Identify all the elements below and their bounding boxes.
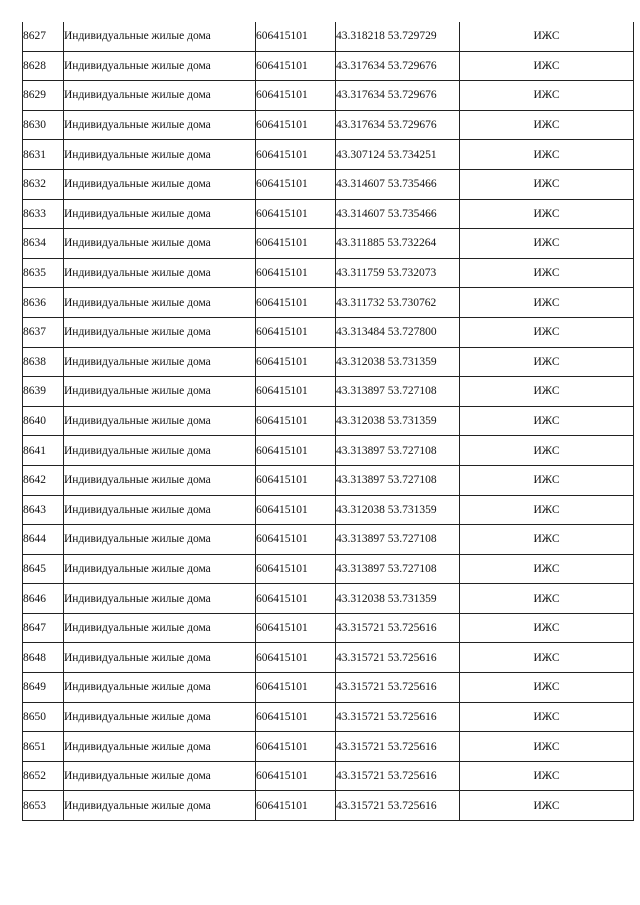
table-row bbox=[23, 465, 634, 495]
object-name-cell: Индивидуальные жилые дома bbox=[64, 465, 256, 495]
coordinates-cell: 43.311759 53.732073 bbox=[336, 258, 460, 288]
table-row bbox=[23, 347, 634, 377]
table-row bbox=[23, 495, 634, 525]
object-type-cell: ИЖС bbox=[460, 317, 634, 347]
oktmo-code-cell: 606415101 bbox=[256, 465, 336, 495]
oktmo-code-cell: 606415101 bbox=[256, 22, 336, 51]
object-name-cell: Индивидуальные жилые дома bbox=[64, 732, 256, 762]
oktmo-code-cell: 606415101 bbox=[256, 643, 336, 673]
object-type-cell: ИЖС bbox=[460, 169, 634, 199]
object-type-cell: ИЖС bbox=[460, 110, 634, 140]
object-type-cell: ИЖС bbox=[460, 584, 634, 614]
coordinates-cell: 43.312038 53.731359 bbox=[336, 495, 460, 525]
oktmo-code-cell: 606415101 bbox=[256, 554, 336, 584]
row-number-cell: 8653 bbox=[23, 791, 64, 821]
row-number-cell: 8642 bbox=[23, 465, 64, 495]
table-row bbox=[23, 406, 634, 436]
table-row bbox=[23, 169, 634, 199]
object-type-cell: ИЖС bbox=[460, 406, 634, 436]
row-number-cell: 8637 bbox=[23, 317, 64, 347]
row-number-cell: 8634 bbox=[23, 229, 64, 259]
object-type-cell: ИЖС bbox=[460, 702, 634, 732]
object-name-cell: Индивидуальные жилые дома bbox=[64, 22, 256, 51]
table-row bbox=[23, 643, 634, 673]
row-number-cell: 8639 bbox=[23, 377, 64, 407]
coordinates-cell: 43.313897 53.727108 bbox=[336, 377, 460, 407]
row-number-cell: 8646 bbox=[23, 584, 64, 614]
row-number-cell: 8641 bbox=[23, 436, 64, 466]
oktmo-code-cell: 606415101 bbox=[256, 584, 336, 614]
row-number-cell: 8627 bbox=[23, 22, 64, 51]
coordinates-cell: 43.312038 53.731359 bbox=[336, 347, 460, 377]
row-number-cell: 8628 bbox=[23, 51, 64, 81]
object-type-cell: ИЖС bbox=[460, 377, 634, 407]
row-number-cell: 8635 bbox=[23, 258, 64, 288]
coordinates-cell: 43.315721 53.725616 bbox=[336, 613, 460, 643]
object-name-cell: Индивидуальные жилые дома bbox=[64, 229, 256, 259]
coordinates-cell: 43.312038 53.731359 bbox=[336, 406, 460, 436]
row-number-cell: 8647 bbox=[23, 613, 64, 643]
table-row bbox=[23, 140, 634, 170]
object-type-cell: ИЖС bbox=[460, 525, 634, 555]
object-type-cell: ИЖС bbox=[460, 613, 634, 643]
coordinates-cell: 43.317634 53.729676 bbox=[336, 110, 460, 140]
oktmo-code-cell: 606415101 bbox=[256, 140, 336, 170]
oktmo-code-cell: 606415101 bbox=[256, 761, 336, 791]
oktmo-code-cell: 606415101 bbox=[256, 673, 336, 703]
table-row bbox=[23, 110, 634, 140]
table-row bbox=[23, 81, 634, 111]
row-number-cell: 8632 bbox=[23, 169, 64, 199]
coordinates-cell: 43.307124 53.734251 bbox=[336, 140, 460, 170]
coordinates-cell: 43.315721 53.725616 bbox=[336, 673, 460, 703]
data-table bbox=[22, 22, 634, 821]
oktmo-code-cell: 606415101 bbox=[256, 377, 336, 407]
table-row bbox=[23, 791, 634, 821]
table-row bbox=[23, 525, 634, 555]
object-name-cell: Индивидуальные жилые дома bbox=[64, 169, 256, 199]
oktmo-code-cell: 606415101 bbox=[256, 495, 336, 525]
object-name-cell: Индивидуальные жилые дома bbox=[64, 258, 256, 288]
object-name-cell: Индивидуальные жилые дома bbox=[64, 702, 256, 732]
object-name-cell: Индивидуальные жилые дома bbox=[64, 791, 256, 821]
object-name-cell: Индивидуальные жилые дома bbox=[64, 110, 256, 140]
coordinates-cell: 43.313897 53.727108 bbox=[336, 525, 460, 555]
table-row bbox=[23, 584, 634, 614]
row-number-cell: 8648 bbox=[23, 643, 64, 673]
coordinates-cell: 43.313897 53.727108 bbox=[336, 465, 460, 495]
table-row bbox=[23, 702, 634, 732]
coordinates-cell: 43.315721 53.725616 bbox=[336, 791, 460, 821]
table-row bbox=[23, 317, 634, 347]
row-number-cell: 8638 bbox=[23, 347, 64, 377]
row-number-cell: 8652 bbox=[23, 761, 64, 791]
row-number-cell: 8629 bbox=[23, 81, 64, 111]
oktmo-code-cell: 606415101 bbox=[256, 525, 336, 555]
object-type-cell: ИЖС bbox=[460, 673, 634, 703]
object-type-cell: ИЖС bbox=[460, 258, 634, 288]
object-name-cell: Индивидуальные жилые дома bbox=[64, 525, 256, 555]
row-number-cell: 8640 bbox=[23, 406, 64, 436]
oktmo-code-cell: 606415101 bbox=[256, 199, 336, 229]
object-name-cell: Индивидуальные жилые дома bbox=[64, 584, 256, 614]
object-type-cell: ИЖС bbox=[460, 495, 634, 525]
table-row bbox=[23, 22, 634, 51]
object-type-cell: ИЖС bbox=[460, 436, 634, 466]
oktmo-code-cell: 606415101 bbox=[256, 288, 336, 318]
object-name-cell: Индивидуальные жилые дома bbox=[64, 673, 256, 703]
oktmo-code-cell: 606415101 bbox=[256, 791, 336, 821]
table-row bbox=[23, 761, 634, 791]
oktmo-code-cell: 606415101 bbox=[256, 406, 336, 436]
coordinates-cell: 43.315721 53.725616 bbox=[336, 702, 460, 732]
object-type-cell: ИЖС bbox=[460, 643, 634, 673]
coordinates-cell: 43.311885 53.732264 bbox=[336, 229, 460, 259]
table-row bbox=[23, 288, 634, 318]
row-number-cell: 8650 bbox=[23, 702, 64, 732]
oktmo-code-cell: 606415101 bbox=[256, 613, 336, 643]
coordinates-cell: 43.312038 53.731359 bbox=[336, 584, 460, 614]
oktmo-code-cell: 606415101 bbox=[256, 258, 336, 288]
object-name-cell: Индивидуальные жилые дома bbox=[64, 51, 256, 81]
object-name-cell: Индивидуальные жилые дома bbox=[64, 406, 256, 436]
object-type-cell: ИЖС bbox=[460, 288, 634, 318]
object-type-cell: ИЖС bbox=[460, 761, 634, 791]
table-row bbox=[23, 732, 634, 762]
row-number-cell: 8643 bbox=[23, 495, 64, 525]
coordinates-cell: 43.313897 53.727108 bbox=[336, 436, 460, 466]
coordinates-cell: 43.313484 53.727800 bbox=[336, 317, 460, 347]
object-type-cell: ИЖС bbox=[460, 554, 634, 584]
coordinates-cell: 43.314607 53.735466 bbox=[336, 169, 460, 199]
coordinates-cell: 43.317634 53.729676 bbox=[336, 51, 460, 81]
object-name-cell: Индивидуальные жилые дома bbox=[64, 140, 256, 170]
object-name-cell: Индивидуальные жилые дома bbox=[64, 81, 256, 111]
object-type-cell: ИЖС bbox=[460, 465, 634, 495]
object-name-cell: Индивидуальные жилые дома bbox=[64, 199, 256, 229]
row-number-cell: 8649 bbox=[23, 673, 64, 703]
coordinates-cell: 43.313897 53.727108 bbox=[336, 554, 460, 584]
table-row bbox=[23, 377, 634, 407]
oktmo-code-cell: 606415101 bbox=[256, 81, 336, 111]
oktmo-code-cell: 606415101 bbox=[256, 229, 336, 259]
object-name-cell: Индивидуальные жилые дома bbox=[64, 495, 256, 525]
coordinates-cell: 43.318218 53.729729 bbox=[336, 22, 460, 51]
object-name-cell: Индивидуальные жилые дома bbox=[64, 643, 256, 673]
object-name-cell: Индивидуальные жилые дома bbox=[64, 288, 256, 318]
table-row bbox=[23, 199, 634, 229]
object-name-cell: Индивидуальные жилые дома bbox=[64, 377, 256, 407]
oktmo-code-cell: 606415101 bbox=[256, 169, 336, 199]
object-type-cell: ИЖС bbox=[460, 140, 634, 170]
object-name-cell: Индивидуальные жилые дома bbox=[64, 613, 256, 643]
object-type-cell: ИЖС bbox=[460, 229, 634, 259]
coordinates-cell: 43.315721 53.725616 bbox=[336, 643, 460, 673]
coordinates-cell: 43.311732 53.730762 bbox=[336, 288, 460, 318]
object-name-cell: Индивидуальные жилые дома bbox=[64, 436, 256, 466]
row-number-cell: 8645 bbox=[23, 554, 64, 584]
row-number-cell: 8631 bbox=[23, 140, 64, 170]
coordinates-cell: 43.317634 53.729676 bbox=[336, 81, 460, 111]
object-name-cell: Индивидуальные жилые дома bbox=[64, 317, 256, 347]
oktmo-code-cell: 606415101 bbox=[256, 317, 336, 347]
oktmo-code-cell: 606415101 bbox=[256, 436, 336, 466]
table-row bbox=[23, 258, 634, 288]
oktmo-code-cell: 606415101 bbox=[256, 732, 336, 762]
object-type-cell: ИЖС bbox=[460, 22, 634, 51]
oktmo-code-cell: 606415101 bbox=[256, 110, 336, 140]
table-row bbox=[23, 554, 634, 584]
object-type-cell: ИЖС bbox=[460, 199, 634, 229]
object-type-cell: ИЖС bbox=[460, 81, 634, 111]
row-number-cell: 8636 bbox=[23, 288, 64, 318]
object-type-cell: ИЖС bbox=[460, 791, 634, 821]
table-row bbox=[23, 436, 634, 466]
oktmo-code-cell: 606415101 bbox=[256, 702, 336, 732]
table-row bbox=[23, 229, 634, 259]
object-type-cell: ИЖС bbox=[460, 732, 634, 762]
row-number-cell: 8633 bbox=[23, 199, 64, 229]
object-name-cell: Индивидуальные жилые дома bbox=[64, 761, 256, 791]
table-row bbox=[23, 673, 634, 703]
row-number-cell: 8644 bbox=[23, 525, 64, 555]
object-type-cell: ИЖС bbox=[460, 347, 634, 377]
object-type-cell: ИЖС bbox=[460, 51, 634, 81]
object-name-cell: Индивидуальные жилые дома bbox=[64, 554, 256, 584]
coordinates-cell: 43.314607 53.735466 bbox=[336, 199, 460, 229]
row-number-cell: 8630 bbox=[23, 110, 64, 140]
coordinates-cell: 43.315721 53.725616 bbox=[336, 732, 460, 762]
table-body bbox=[23, 22, 634, 821]
oktmo-code-cell: 606415101 bbox=[256, 347, 336, 377]
coordinates-cell: 43.315721 53.725616 bbox=[336, 761, 460, 791]
table-row bbox=[23, 51, 634, 81]
row-number-cell: 8651 bbox=[23, 732, 64, 762]
table-row bbox=[23, 613, 634, 643]
object-name-cell: Индивидуальные жилые дома bbox=[64, 347, 256, 377]
oktmo-code-cell: 606415101 bbox=[256, 51, 336, 81]
